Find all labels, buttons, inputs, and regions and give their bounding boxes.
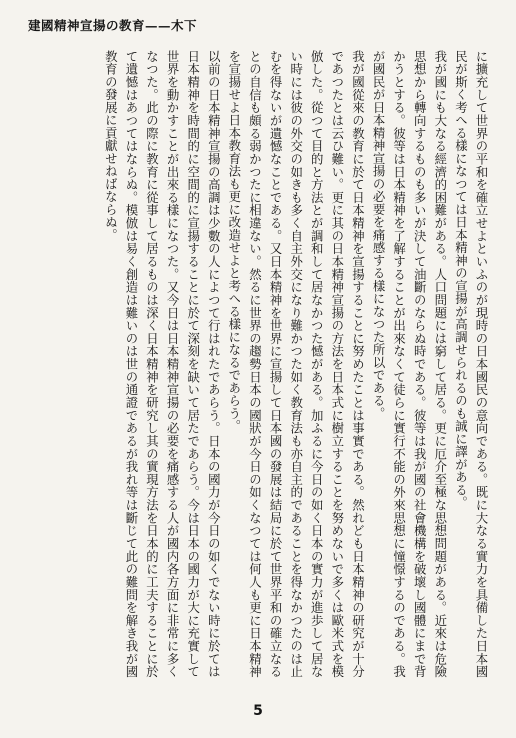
paragraph: に擴充して世界の平和を確立せよといふのが現時の日本國民の意向である。既に大なる實力を具備した日本國民が斯く考へる樣になつては日本精神の宣揚が高調せられるのも誠に譯がある。 [453, 50, 489, 678]
page-header [0, 16, 516, 40]
running-title: 建國精神宣揚の教育——木下 [28, 18, 198, 33]
page-number: 5 [253, 703, 263, 719]
paragraph: 我が國從來の教育に於て日本精神を宣揚することに努めたことは事實である。然れども日本精神の研究が十分であつたとは云ひ難い。更に其の日本精神宣揚の方法を日本式に樹立することを努めないで多くは歐米式を模倣した。從つて目的と方法とが調和して居なかつた憾がある。加ふるに今日の如く日本の實力が進歩して居ない時には彼の外交の如きも多く自主外交になり難かつた如く教育法も亦自主的であることを得なかつたのは止むを得ないが遺憾なことである。又日本精神を世界に宣揚して日本國の發展は結局に於て世界平和の確立なるとの自信も頗る弱かつたに相違ない。然るに世界の趨勢日本の國狀が今日の如くなつては何人も更に日本精神を宣揚せよ日本教育法も更に改造せよと考へる樣になるであらう。 [226, 50, 366, 678]
paragraph: 以前の日本精神宣揚の高調は少數の人によつて行はれたであらう。日本の國力が今日の如くでない時に於ては日本精神を時間的に空間的に宣揚することに於て深刻を缺いて居たであらう。今は日本の國力が大に充實して世界を動かすことが出來る樣になつた。又今日は日本精神宣揚の必要を痛感する人が國内各方面に非常に多くなつた。此の際に教育に從事して居るものは深く日本精神を研究し其の實現方法を日本的に工夫することに於て遺憾はあつてはならぬ。模倣は易く創造は難いのは世の通證であるが我れ等は斷じて此の難問を解き我が國教育の發展に貢獻せねばならぬ。 [103, 50, 222, 678]
paragraph: 我が國にも大なる經濟的困難がある。人口問題には窮して居る。更に厄介至極な思想問題がある。近來は危險思想から轉向するものも多いが決して油斷のならぬ時である。彼等は我が國の社會機構を破壞し國體にまで背かうとする。彼等は日本精神を了解することが出來なくて徒らに實行不能の外來思想に憧憬するのである。我が國民が日本精神宣揚の必要を痛感する樣になつた所以である。 [371, 50, 448, 678]
body-text [25, 50, 491, 678]
